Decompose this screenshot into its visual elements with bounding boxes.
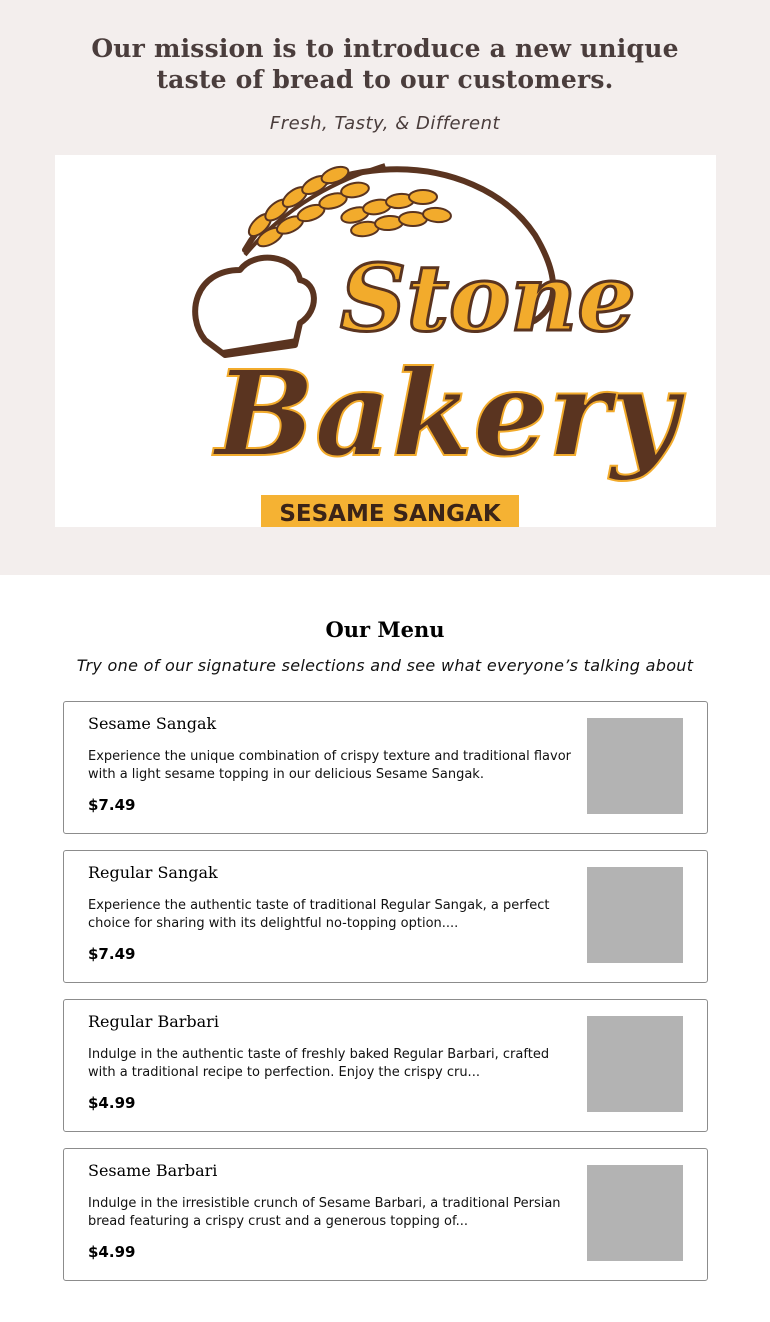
menu-title: Our Menu — [325, 617, 445, 642]
menu-item-price: $7.49 — [88, 796, 136, 814]
menu-list — [63, 701, 708, 1281]
tagline: Fresh, Tasty, & Different — [269, 113, 501, 134]
bakery-logo — [55, 155, 716, 527]
menu-item-name: Regular Sangak — [88, 863, 218, 882]
logo-wordmark-stone: Stone — [340, 244, 636, 352]
menu-item-price: $7.49 — [88, 945, 136, 963]
menu-item-description: Experience the unique combination of crispy texture and traditional flavor with a light sesame topping in our delicious Sesame Sangak. — [88, 749, 571, 782]
logo-graphic — [55, 155, 716, 527]
menu-section — [0, 575, 770, 1281]
menu-item-description: Indulge in the authentic taste of freshly baked Regular Barbari, crafted with a traditional recipe to perfection. Enjoy the crispy cru... — [88, 1047, 550, 1080]
menu-item-image-placeholder — [587, 1016, 683, 1112]
menu-item-image-placeholder — [587, 718, 683, 814]
menu-item-description: Experience the authentic taste of traditional Regular Sangak, a perfect choice for sharing with its delightful no-topping option.... — [88, 898, 550, 931]
menu-item-card[interactable] — [63, 701, 708, 834]
menu-item-card[interactable] — [63, 1148, 708, 1281]
menu-item-image-placeholder — [587, 867, 683, 963]
menu-item-price: $4.99 — [88, 1094, 136, 1112]
menu-item-name: Sesame Sangak — [88, 714, 217, 733]
menu-item-name: Regular Barbari — [88, 1012, 219, 1031]
menu-subtitle: Try one of our signature selections and see what everyone’s talking about — [76, 656, 694, 675]
chef-hat-icon — [195, 258, 314, 355]
menu-item-name: Sesame Barbari — [88, 1161, 218, 1180]
menu-item-card[interactable] — [63, 999, 708, 1132]
menu-item-image-placeholder — [587, 1165, 683, 1261]
menu-item-price: $4.99 — [88, 1243, 136, 1261]
logo-wordmark-bakery: Bakery — [215, 344, 679, 483]
menu-item-description: Indulge in the irresistible crunch of Sesame Barbari, a traditional Persian bread featuring a crispy crust and a generous topping of... — [88, 1196, 561, 1229]
hero-section — [0, 0, 770, 575]
menu-item-card[interactable] — [63, 850, 708, 983]
mission-statement: Our mission is to introduce a new unique taste of bread to our customers. — [91, 34, 679, 94]
logo-banner-text: SESAME SANGAK — [279, 501, 501, 527]
